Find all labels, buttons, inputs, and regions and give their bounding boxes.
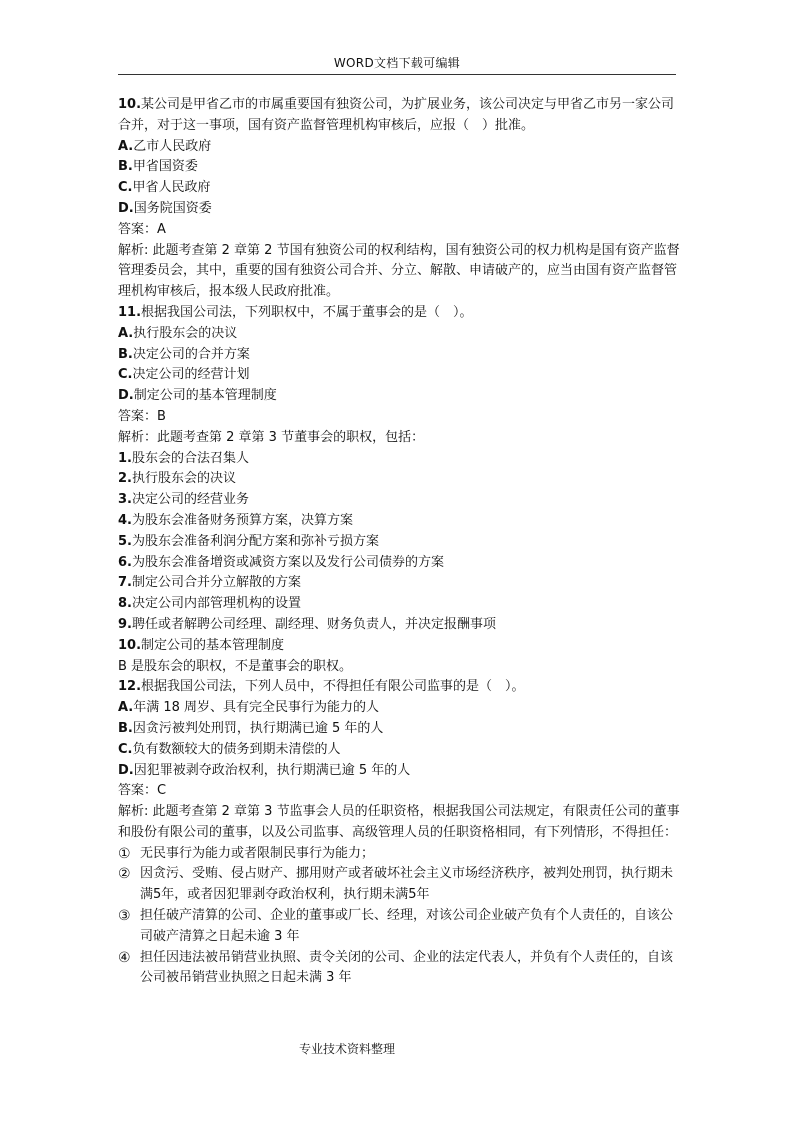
circled-list-item	[118, 948, 680, 990]
line-text: 根据我国公司法，下列职权中，不属于董事会的是（ ）。	[141, 304, 473, 320]
circled-list-item	[118, 844, 680, 865]
line-number: C.	[118, 367, 133, 383]
circled-list	[118, 844, 680, 990]
text-line	[118, 761, 680, 782]
circled-item-text: 因贪污、受贿、侵占财产、挪用财产或者破坏社会主义市场经济秩序，被判处刑罚，执行期未满5年，或者因犯罪剥夺政治权利，执行期未满5年	[140, 866, 674, 903]
line-text: 解析: 此题考查第 2 章第 2 节国有独资公司的权利结构，国有独资公司的权力机构是国有资产监督管理委员会，其中，重要的国有独资公司合并、分立、解散、申请破产的，应当由国有资产监督管理机构审核后，报本级人民政府批准。	[118, 242, 680, 300]
line-number: D.	[118, 200, 134, 216]
text-line	[118, 324, 680, 345]
line-number: 12.	[118, 679, 142, 695]
text-line	[118, 490, 680, 511]
line-text: 制定公司的基本管理制度	[133, 388, 277, 404]
line-number: 4.	[118, 512, 132, 528]
line-number: 6.	[118, 554, 132, 570]
header-divider	[118, 74, 676, 75]
text-line	[118, 740, 680, 761]
circled-number: ①	[118, 845, 131, 862]
circled-number: ③	[118, 908, 131, 925]
line-text: 制定公司合并分立解散的方案	[131, 575, 301, 591]
line-number: C.	[118, 180, 133, 196]
line-number: 10.	[118, 97, 142, 112]
line-number: 3.	[118, 492, 132, 508]
text-line	[118, 345, 680, 366]
circled-number: ④	[118, 949, 131, 966]
text-line	[118, 157, 680, 178]
text-line	[118, 677, 680, 698]
line-text: 因犯罪被剥夺政治权利，执行期满已逾 5 年的人	[133, 762, 411, 778]
text-line	[118, 428, 680, 449]
circled-list-item	[118, 906, 680, 948]
text-line	[118, 178, 680, 199]
line-text: 根据我国公司法，下列人员中，不得担任有限公司监事的是（ ）。	[141, 679, 525, 695]
text-line	[118, 95, 680, 137]
line-number: 7.	[118, 575, 132, 591]
line-text: 国务院国资委	[133, 200, 212, 216]
line-text: 执行股东会的决议	[131, 471, 236, 487]
line-text: 为股东会准备利润分配方案和弥补亏损方案	[131, 533, 379, 549]
line-text: 执行股东会的决议	[133, 325, 238, 341]
text-line	[118, 802, 680, 844]
circled-item-text: 无民事行为能力或者限制民事行为能力；	[140, 845, 375, 861]
text-line	[118, 137, 680, 158]
document-body	[118, 95, 680, 989]
text-line	[118, 636, 680, 657]
text-line	[118, 532, 680, 553]
line-text: 年满 18 周岁、具有完全民事行为能力的人	[133, 700, 380, 716]
circled-item-text: 担任因违法被吊销营业执照、责令关闭的公司、企业的法定代表人，并负有个人责任的，自该公司被吊销营业执照之日起未满 3 年	[140, 949, 674, 986]
text-line	[118, 199, 680, 220]
line-number: A.	[118, 325, 134, 341]
circled-list-item	[118, 864, 680, 906]
line-text: 制定公司的基本管理制度	[141, 637, 285, 653]
text-line	[118, 365, 680, 386]
line-text: 为股东会准备增资或减资方案以及发行公司债券的方案	[131, 554, 444, 570]
text-line	[118, 657, 680, 678]
line-text: 为股东会准备财务预算方案，决算方案	[131, 512, 353, 528]
line-text: 乙市人民政府	[133, 138, 212, 154]
text-line	[118, 241, 680, 303]
line-text: B 是股东会的职权，不是董事会的职权。	[118, 658, 353, 674]
line-text: 决定公司的合并方案	[132, 346, 250, 362]
line-number: C.	[118, 741, 133, 757]
line-number: 5.	[118, 533, 132, 549]
line-number: B.	[118, 346, 133, 362]
page-footer: 专业技术资料整理	[298, 1042, 395, 1056]
line-number: 2.	[118, 471, 132, 487]
line-number: A.	[118, 138, 134, 154]
line-number: 10.	[118, 637, 142, 653]
circled-number: ②	[118, 866, 131, 883]
line-number: 9.	[118, 616, 132, 632]
text-line	[118, 573, 680, 594]
line-text: 决定公司的经营业务	[131, 492, 249, 508]
line-number: A.	[118, 700, 134, 716]
line-text: 负有数额较大的债务到期未清偿的人	[132, 741, 341, 757]
text-line	[118, 511, 680, 532]
line-number: B.	[118, 720, 133, 736]
line-text: 因贪污被判处刑罚，执行期满已逾 5 年的人	[132, 720, 384, 736]
line-number: B.	[118, 159, 133, 175]
line-number: 8.	[118, 596, 132, 612]
text-line	[118, 781, 680, 802]
text-line	[118, 386, 680, 407]
text-line	[118, 553, 680, 574]
line-text: 股东会的合法召集人	[131, 450, 249, 466]
text-line	[118, 407, 680, 428]
line-text: 决定公司的经营计划	[132, 367, 250, 383]
text-line	[118, 449, 680, 470]
line-text: 解析: 此题考查第 2 章第 3 节监事会人员的任职资格，根据我国公司法规定，有限责任公司的董事和股份有限公司的董事，以及公司监事、高级管理人员的任职资格相同，有下列情形，不得担任：	[118, 804, 680, 840]
text-line	[118, 719, 680, 740]
line-text: 答案：B	[118, 408, 166, 424]
line-text: 答案：A	[118, 221, 166, 237]
text-lines	[118, 95, 680, 844]
line-text: 解析：此题考查第 2 章第 3 节董事会的职权，包括：	[118, 429, 425, 445]
line-text: 甲省人民政府	[132, 180, 211, 196]
text-line	[118, 698, 680, 719]
line-text: 甲省国资委	[132, 159, 198, 175]
page-header: WORD文档下载可编辑	[333, 56, 461, 70]
line-number: D.	[118, 388, 134, 404]
text-line	[118, 615, 680, 636]
line-number: 11.	[118, 304, 142, 320]
line-number: D.	[118, 762, 134, 778]
text-line	[118, 303, 680, 324]
line-text: 聘任或者解聘公司经理、副经理、财务负责人，并决定报酬事项	[131, 616, 496, 632]
line-text: 某公司是甲省乙市的市属重要国有独资公司，为扩展业务，该公司决定与甲省乙市另一家公司合并，对于这一事项，国有资产监督管理机构审核后，应报（ ）批准。	[118, 97, 675, 133]
text-line	[118, 220, 680, 241]
text-line	[118, 594, 680, 615]
line-text: 决定公司内部管理机构的设置	[131, 596, 301, 612]
line-text: 答案：C	[118, 783, 167, 799]
text-line	[118, 469, 680, 490]
line-number: 1.	[118, 450, 132, 466]
circled-item-text: 担任破产清算的公司、企业的董事或厂长、经理，对该公司企业破产负有个人责任的，自该公司破产清算之日起未逾 3 年	[140, 908, 674, 944]
